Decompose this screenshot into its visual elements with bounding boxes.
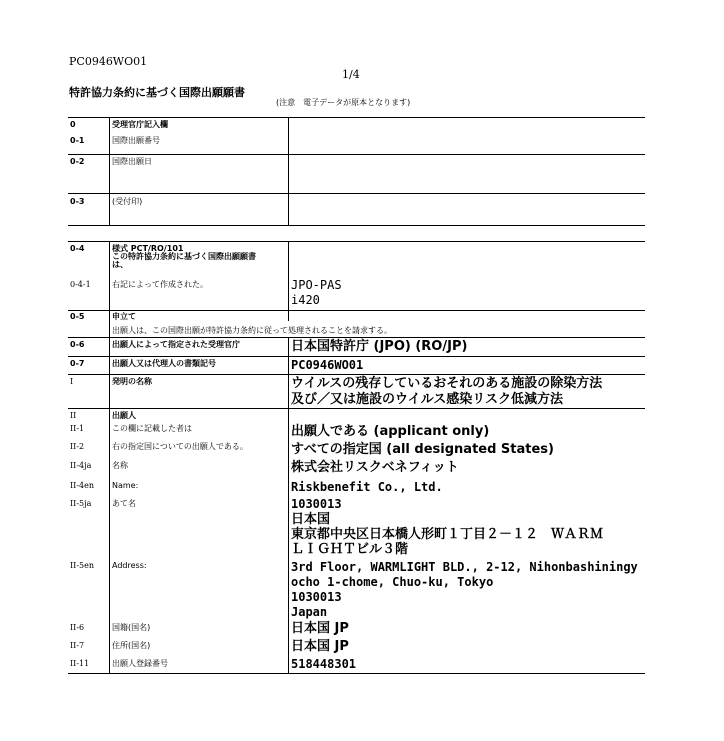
- section-number: II-11: [70, 659, 90, 668]
- section-label: あて名: [112, 499, 136, 508]
- section-number: II-7: [70, 641, 85, 650]
- rule: [68, 241, 645, 242]
- section-label: 受理官庁記入欄: [112, 120, 168, 129]
- column-divider: [109, 117, 110, 225]
- address-ja-building: ＬＩＧＨＴビル３階: [291, 542, 409, 557]
- section-number: 0-5: [70, 312, 85, 321]
- form-note: (注意 電子データが原本となります): [276, 98, 411, 107]
- residence: 日本国 JP: [291, 639, 349, 654]
- section-label: 住所(国名): [112, 641, 151, 650]
- section-number: II-1: [70, 424, 85, 433]
- section-number: 0-4-1: [70, 280, 91, 289]
- page-number: 1/4: [342, 68, 360, 81]
- rule: [68, 154, 645, 155]
- column-divider: [288, 337, 289, 673]
- section-number: 0-1: [70, 136, 85, 145]
- applicant-name-en: Riskbenefit Co., Ltd.: [291, 480, 443, 494]
- section-number: II-2: [70, 442, 85, 451]
- section-number: II-5en: [70, 561, 94, 570]
- rule: [68, 117, 645, 118]
- section-label: は、: [112, 260, 128, 269]
- designated-states: すべての指定国 (all designated States): [291, 442, 554, 457]
- section-label: 名称: [112, 461, 128, 470]
- column-divider: [288, 241, 289, 321]
- section-label: (受付印): [112, 197, 143, 206]
- section-number: II-4ja: [70, 461, 92, 470]
- section-label: この欄に記載した者は: [112, 424, 192, 433]
- software-version: i420: [291, 293, 320, 307]
- applicant-registration-number: 518448301: [291, 657, 357, 671]
- section-label: 右記によって作成された。: [112, 280, 208, 289]
- section-label: 国際出願番号: [112, 136, 160, 145]
- rule: [68, 225, 645, 226]
- section-number: 0: [70, 120, 76, 129]
- section-number: II-4en: [70, 481, 94, 490]
- file-reference: PC0946WO01: [291, 358, 364, 372]
- document-id: PC0946WO01: [69, 55, 148, 68]
- section-label: 出願人: [112, 411, 136, 420]
- section-label: 国際出願日: [112, 157, 152, 166]
- address-en-line: ocho 1-chome, Chuo-ku, Tokyo: [291, 575, 494, 589]
- address-ja-street: 東京都中央区日本橋人形町１丁目２－１２ ＷＡＲＭ: [291, 527, 604, 542]
- section-label: 右の指定国についての出願人である。: [112, 442, 248, 451]
- section-number: 0-4: [70, 244, 85, 253]
- column-divider: [288, 117, 289, 225]
- request-statement: 出願人は、この国際出願が特許協力条約に従って処理されることを請求する。: [112, 326, 392, 335]
- section-label: 出願人登録番号: [112, 659, 168, 668]
- rule: [68, 337, 645, 338]
- rule: [68, 673, 645, 674]
- address-en-country: Japan: [291, 605, 328, 619]
- section-number: 0-7: [70, 359, 85, 368]
- rule: [68, 193, 645, 194]
- address-ja-postal: 1030013: [291, 497, 342, 511]
- section-label: Address:: [112, 561, 147, 570]
- section-label: 国籍(国名): [112, 623, 151, 632]
- section-number: II: [70, 411, 77, 420]
- section-number: 0-3: [70, 197, 85, 206]
- section-number: 0-2: [70, 157, 85, 166]
- address-en-postal: 1030013: [291, 590, 342, 604]
- invention-title: ウイルスの残存しているおそれのある施設の除染方法: [291, 376, 603, 391]
- section-number: 0-6: [70, 340, 85, 349]
- rule: [68, 374, 645, 375]
- section-label: Name:: [112, 481, 139, 490]
- section-label: この特許協力条約に基づく国際出願願書: [112, 252, 256, 261]
- receiving-office: 日本国特許庁 (JPO) (RO/JP): [291, 339, 468, 354]
- form-title: 特許協力条約に基づく国際出願願書: [69, 86, 245, 99]
- invention-title: 及び／又は施設のウイルス感染リスク低減方法: [291, 392, 563, 407]
- rule: [68, 408, 645, 409]
- section-label: 発明の名称: [112, 377, 152, 386]
- address-en-line: 3rd Floor, WARMLIGHT BLD., 2-12, Nihonbashiningy: [291, 560, 638, 574]
- rule: [68, 356, 645, 357]
- section-number: II-5ja: [70, 499, 92, 508]
- section-label: 様式 PCT/RO/101: [112, 244, 184, 253]
- address-ja-country: 日本国: [291, 512, 331, 527]
- column-divider: [109, 241, 110, 673]
- software-name: JPO-PAS: [291, 278, 342, 292]
- section-label: 出願人によって指定された受理官庁: [112, 340, 240, 349]
- rule: [68, 310, 645, 311]
- section-label: 出願人又は代理人の書類記号: [112, 359, 216, 368]
- section-label: 申立て: [112, 312, 136, 321]
- applicant-status: 出願人である (applicant only): [291, 424, 490, 439]
- applicant-name-ja: 株式会社リスクベネフィット: [291, 460, 459, 475]
- section-number: II-6: [70, 623, 85, 632]
- nationality: 日本国 JP: [291, 621, 349, 636]
- section-number: I: [70, 377, 74, 386]
